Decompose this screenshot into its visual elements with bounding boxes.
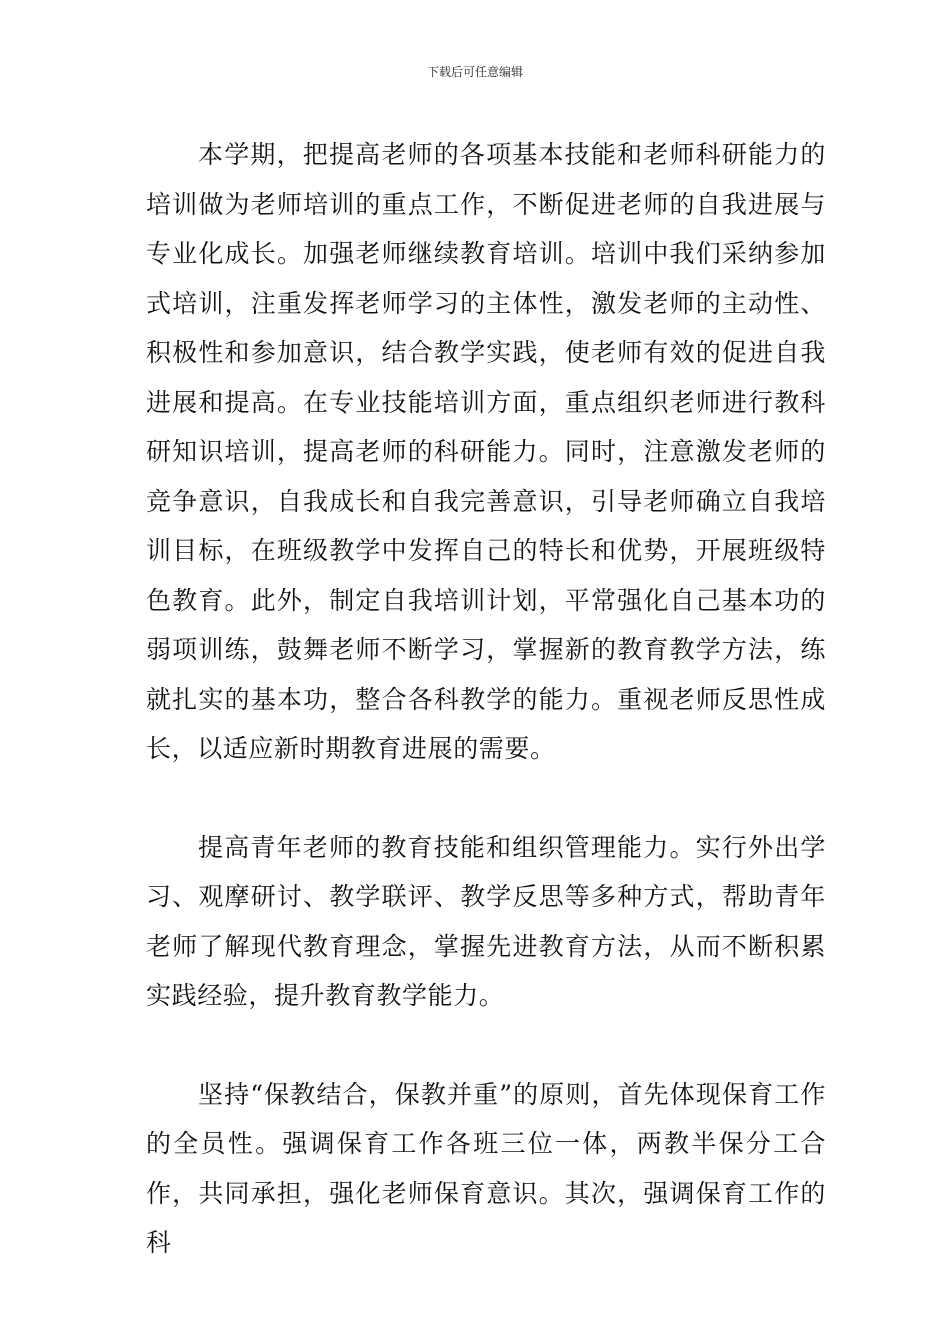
header-note: 下载后可任意编辑 xyxy=(426,65,523,79)
paragraph-1: 本学期，把提高老师的各项基本技能和老师科研能力的培训做为老师培训的重点工作，不断促进老师的自我进展与专业化成长。加强老师继续教育培训。培训中我们采纳参加式培训，注重发挥老师学习的主体性，激发老师的主动性、积极性和参加意识，结合教学实践，使老师有效的促进自我进展和提高。在专业技能培训方面，重点组织老师进行教科研知识培训，提高老师的科研能力。同时，注意激发老师的竞争意识，自我成长和自我完善意识，引导老师确立自我培训目标，在班级教学中发挥自己的特长和优势，开展班级特色教育。此外，制定自我培训计划，平常强化自己基本功的弱项训练，鼓舞老师不断学习，掌握新的教育教学方法，练就扎实的基本功，整合各科教学的能力。重视老师反思性成长，以适应新时期教育进展的需要。 xyxy=(146,140,826,763)
paragraph-3: 坚持“保教结合，保教并重”的原则，首先体现保育工作的全员性。强调保育工作各班三位一体，两教半保分工合作，共同承担，强化老师保育意识。其次，强调保育工作的科 xyxy=(146,1079,826,1257)
paragraph-2: 提高青年老师的教育技能和组织管理能力。实行外出学习、观摩研讨、教学联评、教学反思等多种方式，帮助青年老师了解现代教育理念，掌握先进教育方法，从而不断积累实践经验，提升教育教学能力。 xyxy=(146,832,826,1010)
document-body xyxy=(146,130,826,1268)
